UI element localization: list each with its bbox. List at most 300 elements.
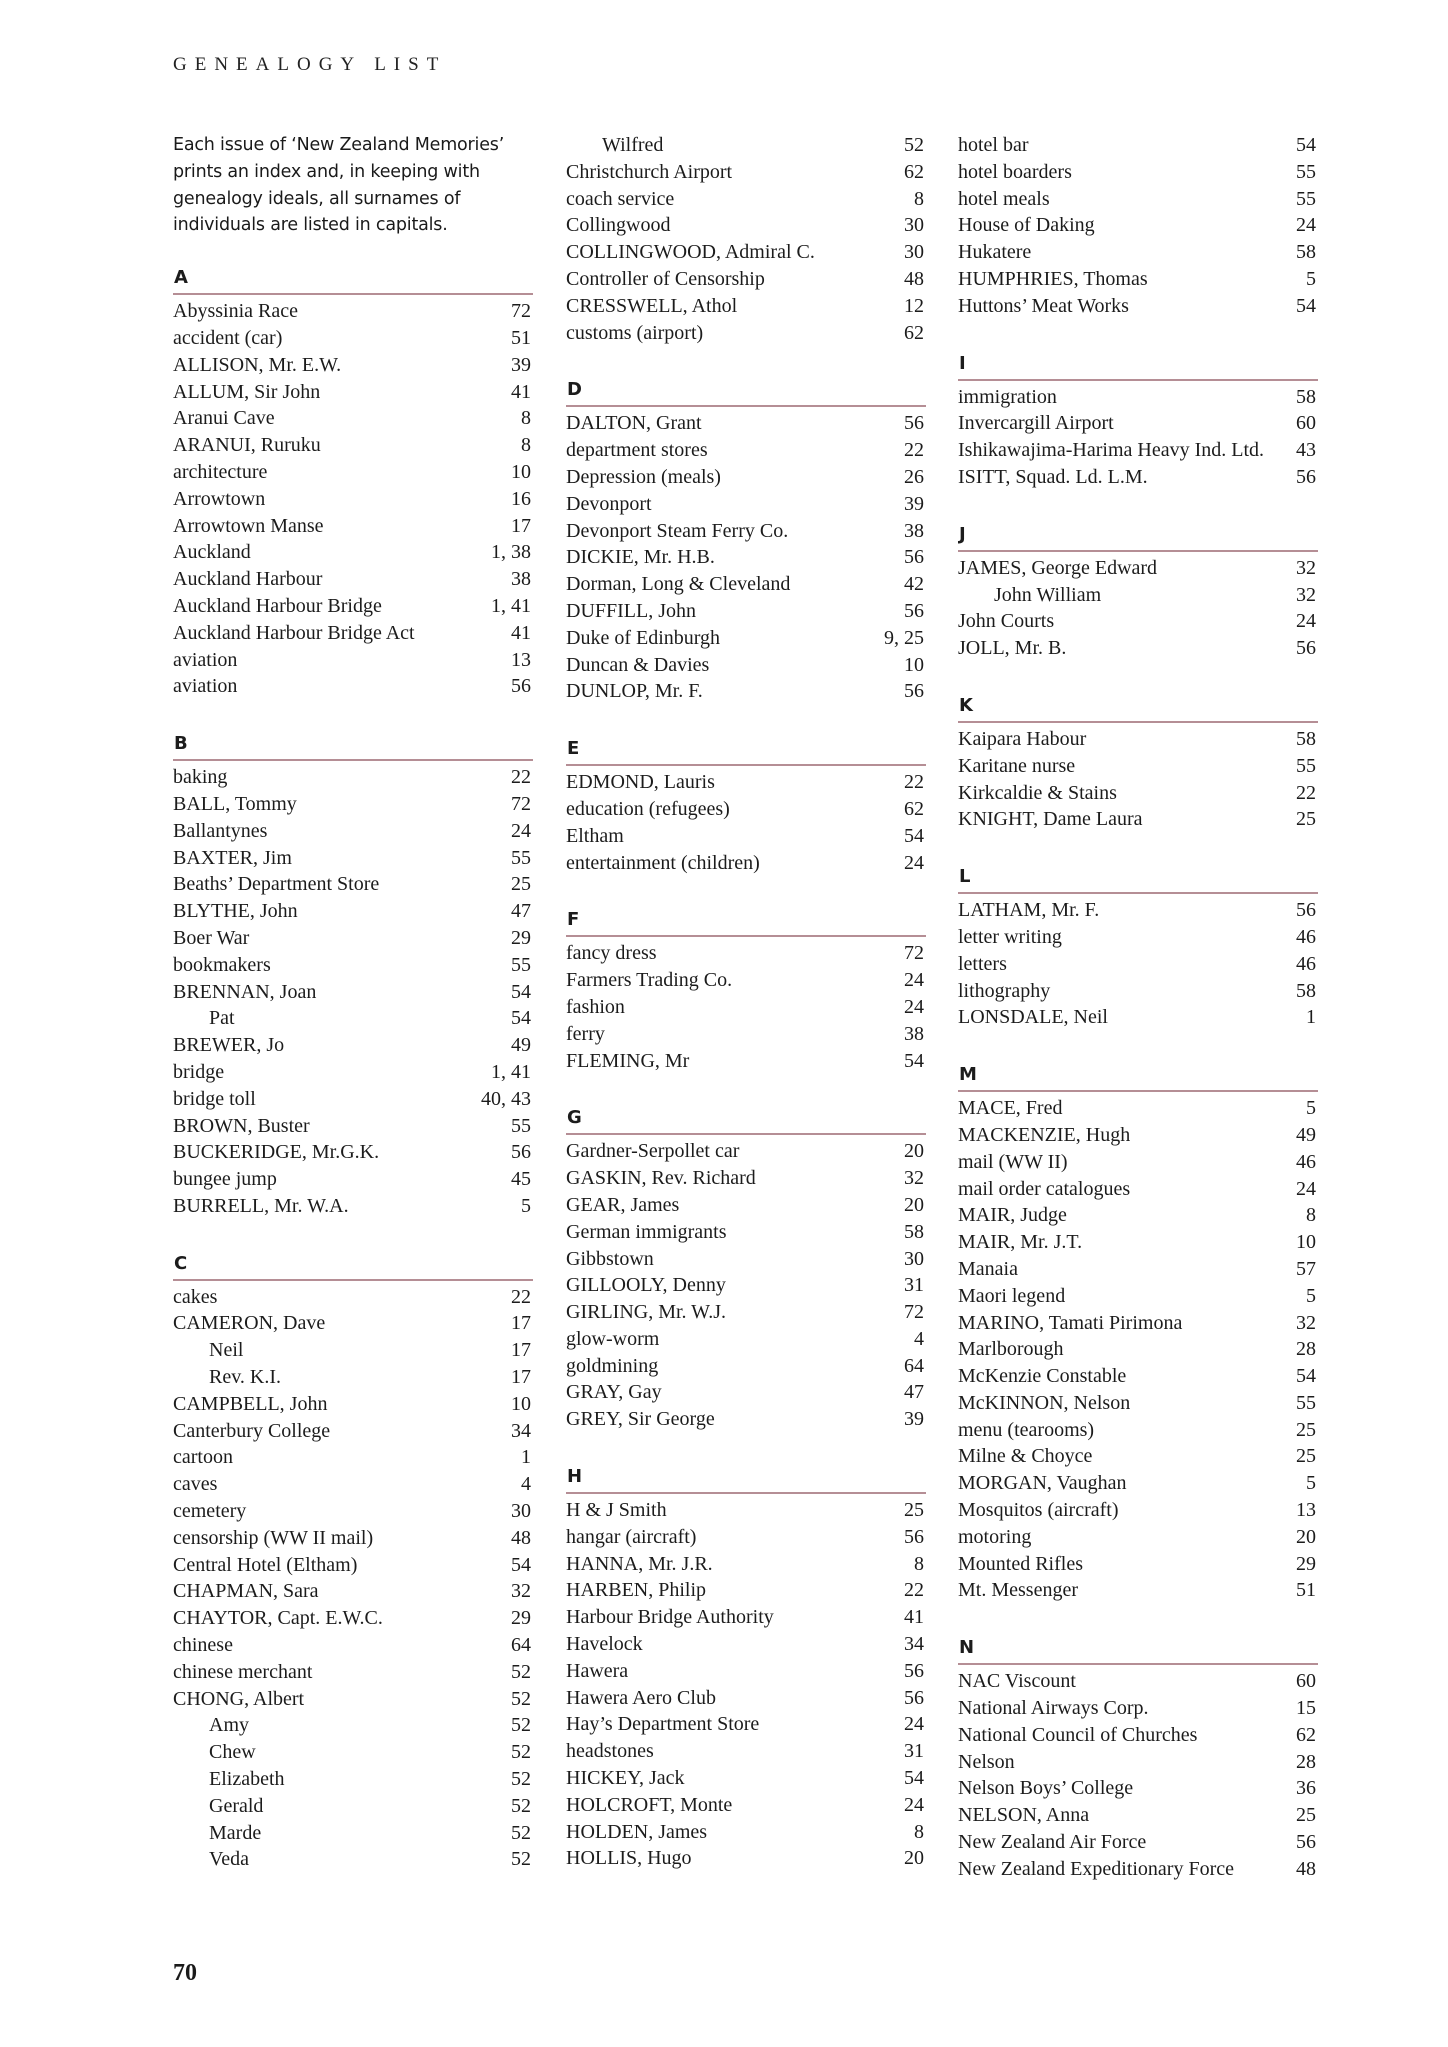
index-entry <box>958 924 1318 951</box>
entry-name: Marde <box>209 1821 262 1844</box>
entry-name: BRENNAN, Joan <box>173 980 317 1003</box>
entry-pages: 5 <box>1306 267 1316 290</box>
entry-pages: 22 <box>904 771 924 794</box>
index-entry <box>566 967 926 994</box>
entry-pages: 54 <box>904 1049 924 1072</box>
entry-pages: 25 <box>511 873 531 896</box>
index-entry <box>173 1686 533 1713</box>
index-entry <box>566 823 926 850</box>
entry-pages: 34 <box>511 1419 531 1442</box>
entry-pages: 8 <box>521 407 531 430</box>
index-entry <box>566 1845 926 1872</box>
entry-name: Boer War <box>173 926 250 949</box>
index-entry <box>173 1337 533 1364</box>
entry-pages: 56 <box>904 1525 924 1548</box>
index-entry <box>958 1363 1318 1390</box>
entry-pages: 30 <box>904 1247 924 1270</box>
index-entry <box>566 850 926 877</box>
index-entry <box>566 1577 926 1604</box>
index-entry <box>173 1846 533 1873</box>
entry-pages: 24 <box>904 969 924 992</box>
entry-name: House of Daking <box>958 214 1095 237</box>
index-entry <box>958 239 1318 266</box>
entry-name: immigration <box>958 385 1057 408</box>
entry-name: Havelock <box>566 1633 643 1656</box>
index-entry <box>958 1256 1318 1283</box>
entry-name: EDMOND, Lauris <box>566 771 715 794</box>
entry-pages: 5 <box>521 1194 531 1217</box>
entry-name: Nelson Boys’ College <box>958 1777 1134 1800</box>
entry-pages: 1, 41 <box>491 594 531 617</box>
entry-pages: 46 <box>1296 925 1316 948</box>
entry-pages: 20 <box>904 1140 924 1163</box>
entry-pages: 4 <box>521 1473 531 1496</box>
entry-name: cartoon <box>173 1446 233 1469</box>
entry-pages: 56 <box>1296 899 1316 922</box>
index-entry <box>566 239 926 266</box>
entry-name: NELSON, Anna <box>958 1804 1090 1827</box>
index-entry <box>566 212 926 239</box>
entry-pages: 52 <box>511 1821 531 1844</box>
index-entry <box>566 1819 926 1846</box>
entry-pages: 30 <box>904 214 924 237</box>
entry-pages: 62 <box>904 160 924 183</box>
entry-name: bungee jump <box>173 1168 277 1191</box>
entry-pages: 31 <box>904 1274 924 1297</box>
entry-name: hangar (aircraft) <box>566 1525 697 1548</box>
index-entry <box>173 1578 533 1605</box>
entry-name: Eltham <box>566 824 624 847</box>
entry-name: Kaipara Habour <box>958 727 1087 750</box>
entry-pages: 56 <box>904 546 924 569</box>
entry-name: Ishikawajima-Harima Heavy Ind. Ltd. <box>958 439 1265 462</box>
index-entry <box>566 186 926 213</box>
entry-pages: 56 <box>904 599 924 622</box>
entry-pages: 24 <box>511 819 531 842</box>
entry-pages: 32 <box>511 1580 531 1603</box>
index-entry <box>173 539 533 566</box>
entry-pages: 25 <box>1296 1804 1316 1827</box>
entry-name: GRAY, Gay <box>566 1381 662 1404</box>
entry-pages: 5 <box>1306 1284 1316 1307</box>
index-entry <box>566 293 926 320</box>
index-entry <box>173 566 533 593</box>
index-entry <box>958 384 1318 411</box>
entry-name: Devonport Steam Ferry Co. <box>566 519 789 542</box>
index-entry <box>173 432 533 459</box>
index-section-l <box>958 866 1318 1031</box>
index-entry <box>173 1739 533 1766</box>
entry-name: fancy dress <box>566 942 657 965</box>
entry-name: chinese <box>173 1634 233 1657</box>
entry-name: caves <box>173 1473 218 1496</box>
entry-pages: 39 <box>904 492 924 515</box>
index-entry <box>173 459 533 486</box>
index-entry <box>958 1829 1318 1856</box>
entry-name: Auckland Harbour <box>173 568 323 591</box>
entry-pages: 56 <box>1296 637 1316 660</box>
index-entry <box>566 1792 926 1819</box>
entry-pages: 56 <box>1296 1831 1316 1854</box>
entry-name: JAMES, George Edward <box>958 556 1158 579</box>
entry-pages: 25 <box>1296 1445 1316 1468</box>
entry-pages: 41 <box>511 621 531 644</box>
entry-pages: 58 <box>904 1220 924 1243</box>
entry-name: ISITT, Squad. Ld. L.M. <box>958 465 1148 488</box>
index-entry <box>173 818 533 845</box>
entry-pages: 58 <box>1296 241 1316 264</box>
entry-name: BAXTER, Jim <box>173 846 292 869</box>
index-entry <box>958 1749 1318 1776</box>
index-entry <box>958 753 1318 780</box>
index-entry <box>958 186 1318 213</box>
index-entry <box>173 1284 533 1311</box>
index-entry <box>173 1605 533 1632</box>
index-entry <box>566 159 926 186</box>
index-entry <box>566 1524 926 1551</box>
index-entry <box>566 1765 926 1792</box>
entry-name: Mt. Messenger <box>958 1579 1078 1602</box>
entry-name: Collingwood <box>566 214 671 237</box>
entry-pages: 47 <box>511 900 531 923</box>
index-entry <box>173 1391 533 1418</box>
entry-name: New Zealand Expeditionary Force <box>958 1857 1235 1880</box>
entry-name: Hawera Aero Club <box>566 1686 716 1709</box>
entry-pages: 40, 43 <box>481 1087 531 1110</box>
entry-pages: 32 <box>1296 556 1316 579</box>
index-section-b <box>173 733 533 1220</box>
entry-name: Milne & Choyce <box>958 1445 1093 1468</box>
index-section-h <box>566 1466 926 1872</box>
index-entry <box>173 1418 533 1445</box>
entry-name: bookmakers <box>173 953 271 976</box>
entry-pages: 34 <box>904 1633 924 1656</box>
entry-pages: 52 <box>511 1660 531 1683</box>
entry-name: motoring <box>958 1525 1032 1548</box>
entry-name: mail order catalogues <box>958 1177 1131 1200</box>
entry-name: Huttons’ Meat Works <box>958 294 1129 317</box>
entry-pages: 25 <box>1296 1418 1316 1441</box>
entry-pages: 57 <box>1296 1257 1316 1280</box>
index-entry <box>958 1856 1318 1883</box>
entry-name: entertainment (children) <box>566 851 760 874</box>
entry-pages: 42 <box>904 573 924 596</box>
entry-pages: 4 <box>914 1327 924 1350</box>
entry-pages: 17 <box>511 1366 531 1389</box>
entry-name: hotel meals <box>958 187 1050 210</box>
entry-name: fashion <box>566 995 625 1018</box>
entry-name: Rev. K.I. <box>209 1366 282 1389</box>
entry-name: MORGAN, Vaughan <box>958 1472 1127 1495</box>
index-entry <box>566 1685 926 1712</box>
section-letter-heading: M <box>958 1064 1318 1092</box>
index-section-k <box>958 695 1318 833</box>
entry-name: menu (tearooms) <box>958 1418 1095 1441</box>
entry-pages: 45 <box>511 1168 531 1191</box>
index-entry <box>958 1470 1318 1497</box>
entry-pages: 1 <box>521 1446 531 1469</box>
index-entry <box>173 1086 533 1113</box>
entry-name: BALL, Tommy <box>173 792 297 815</box>
index-section-j <box>958 524 1318 662</box>
index-entry <box>958 1004 1318 1031</box>
index-entry <box>173 1820 533 1847</box>
entry-name: GIRLING, Mr. W.J. <box>566 1301 727 1324</box>
section-letter-heading: C <box>173 1253 533 1281</box>
entry-name: BROWN, Buster <box>173 1114 310 1137</box>
entry-pages: 60 <box>1296 412 1316 435</box>
index-entry <box>173 791 533 818</box>
entry-name: Beaths’ Department Store <box>173 873 380 896</box>
index-entry <box>566 464 926 491</box>
index-entry <box>173 1113 533 1140</box>
index-entry <box>566 410 926 437</box>
entry-name: MAIR, Judge <box>958 1204 1067 1227</box>
index-entry <box>173 1139 533 1166</box>
index-entry <box>173 1166 533 1193</box>
index-entry <box>566 518 926 545</box>
entry-name: Nelson <box>958 1750 1015 1773</box>
entry-name: National Council of Churches <box>958 1723 1198 1746</box>
index-entry <box>566 1021 926 1048</box>
entry-pages: 60 <box>1296 1670 1316 1693</box>
index-section-e <box>566 738 926 876</box>
entry-pages: 22 <box>904 439 924 462</box>
index-entry <box>958 1524 1318 1551</box>
entry-pages: 52 <box>511 1794 531 1817</box>
section-letter-heading: N <box>958 1637 1318 1665</box>
entry-pages: 12 <box>904 294 924 317</box>
entry-name: H & J Smith <box>566 1499 667 1522</box>
index-entry <box>958 159 1318 186</box>
entry-pages: 9, 25 <box>884 626 924 649</box>
section-letter-heading: F <box>566 909 926 937</box>
entry-pages: 8 <box>914 1552 924 1575</box>
index-entry <box>566 491 926 518</box>
entry-pages: 55 <box>511 953 531 976</box>
entry-pages: 41 <box>904 1606 924 1629</box>
index-entry <box>958 212 1318 239</box>
index-section-n <box>958 1637 1318 1882</box>
index-entry <box>958 293 1318 320</box>
index-entry <box>173 298 533 325</box>
entry-pages: 8 <box>521 434 531 457</box>
entry-pages: 72 <box>904 942 924 965</box>
entry-name: Elizabeth <box>209 1768 285 1791</box>
entry-pages: 22 <box>511 766 531 789</box>
entry-name: accident (car) <box>173 326 283 349</box>
index-entry <box>566 1379 926 1406</box>
index-entry <box>173 325 533 352</box>
entry-pages: 24 <box>904 1793 924 1816</box>
index-entry <box>173 871 533 898</box>
entry-name: Devonport <box>566 492 652 515</box>
entry-name: John William <box>994 583 1102 606</box>
index-entry <box>173 764 533 791</box>
entry-pages: 30 <box>511 1500 531 1523</box>
section-letter-heading: D <box>566 379 926 407</box>
entry-name: DICKIE, Mr. H.B. <box>566 546 715 569</box>
entry-pages: 56 <box>511 675 531 698</box>
entry-name: censorship (WW II mail) <box>173 1526 374 1549</box>
index-entry <box>958 1122 1318 1149</box>
entry-name: Invercargill Airport <box>958 412 1114 435</box>
entry-name: HARBEN, Philip <box>566 1579 707 1602</box>
entry-name: department stores <box>566 439 708 462</box>
index-entry <box>958 1095 1318 1122</box>
section-letter-heading: G <box>566 1107 926 1135</box>
entry-name: CHAYTOR, Capt. E.W.C. <box>173 1607 383 1630</box>
entry-name: Karitane nurse <box>958 754 1076 777</box>
entry-pages: 30 <box>904 241 924 264</box>
entry-pages: 8 <box>914 1820 924 1843</box>
entry-pages: 72 <box>511 792 531 815</box>
entry-name: Mosquitos (aircraft) <box>958 1499 1119 1522</box>
entry-name: Maori legend <box>958 1284 1066 1307</box>
entry-name: Gibbstown <box>566 1247 654 1270</box>
entry-pages: 54 <box>511 1007 531 1030</box>
entry-name: German immigrants <box>566 1220 727 1243</box>
entry-pages: 56 <box>1296 465 1316 488</box>
entry-name: architecture <box>173 460 268 483</box>
entry-name: MACE, Fred <box>958 1097 1063 1120</box>
index-entry <box>958 608 1318 635</box>
index-entry <box>566 1658 926 1685</box>
entry-name: Central Hotel (Eltham) <box>173 1553 358 1576</box>
entry-name: KNIGHT, Dame Laura <box>958 808 1143 831</box>
entry-name: Amy <box>209 1714 249 1737</box>
entry-pages: 38 <box>904 1022 924 1045</box>
entry-name: hotel bar <box>958 134 1029 156</box>
index-entry <box>958 437 1318 464</box>
entry-pages: 55 <box>1296 187 1316 210</box>
index-entry <box>566 544 926 571</box>
index-entry <box>173 925 533 952</box>
index-entry <box>566 940 926 967</box>
entry-name: letter writing <box>958 925 1062 948</box>
entry-name: Controller of Censorship <box>566 267 765 290</box>
index-entry <box>173 1471 533 1498</box>
index-section-i <box>958 353 1318 491</box>
entry-name: goldmining <box>566 1354 659 1377</box>
index-entry <box>566 266 926 293</box>
entry-name: Arrowtown Manse <box>173 514 324 537</box>
entry-pages: 48 <box>511 1526 531 1549</box>
entry-name: Duncan & Davies <box>566 653 710 676</box>
entry-name: DUNLOP, Mr. F. <box>566 680 703 703</box>
index-entry <box>958 1202 1318 1229</box>
index-entry <box>173 1552 533 1579</box>
index-section-continued <box>958 132 1318 320</box>
entry-pages: 52 <box>511 1687 531 1710</box>
index-entry <box>958 1497 1318 1524</box>
index-entry <box>566 571 926 598</box>
entry-pages: 24 <box>1296 1177 1316 1200</box>
entry-pages: 17 <box>511 1312 531 1335</box>
entry-pages: 1, 41 <box>491 1060 531 1083</box>
index-entry <box>566 1165 926 1192</box>
entry-name: Neil <box>209 1339 244 1362</box>
entry-name: cakes <box>173 1285 218 1308</box>
entry-pages: 48 <box>1296 1857 1316 1880</box>
entry-name: Auckland Harbour Bridge Act <box>173 621 415 644</box>
entry-pages: 54 <box>1296 294 1316 317</box>
index-entry <box>173 1659 533 1686</box>
index-entry <box>566 1246 926 1273</box>
entry-name: National Airways Corp. <box>958 1697 1149 1720</box>
entry-pages: 32 <box>1296 1311 1316 1334</box>
page-number: 70 <box>173 1960 197 1986</box>
entry-pages: 56 <box>904 412 924 435</box>
entry-name: coach service <box>566 187 675 210</box>
entry-pages: 31 <box>904 1740 924 1763</box>
index-entry <box>958 1668 1318 1695</box>
index-entry <box>566 320 926 347</box>
entry-name: GASKIN, Rev. Richard <box>566 1167 756 1190</box>
index-column-1 <box>173 132 533 1906</box>
index-column-2 <box>566 132 926 1905</box>
index-entry <box>958 951 1318 978</box>
index-entry <box>566 769 926 796</box>
entry-name: GREY, Sir George <box>566 1408 715 1431</box>
index-entry <box>173 1193 533 1220</box>
entry-pages: 1, 38 <box>491 541 531 564</box>
entry-pages: 56 <box>511 1141 531 1164</box>
entry-pages: 52 <box>511 1768 531 1791</box>
entry-pages: 52 <box>511 1848 531 1871</box>
index-section-a <box>173 267 533 700</box>
entry-name: Kirkcaldie & Stains <box>958 781 1117 804</box>
entry-pages: 17 <box>511 1339 531 1362</box>
entry-name: bridge toll <box>173 1087 256 1110</box>
entry-pages: 25 <box>904 1499 924 1522</box>
entry-pages: 22 <box>1296 781 1316 804</box>
section-letter-heading: H <box>566 1466 926 1494</box>
entry-name: JOLL, Mr. B. <box>958 637 1067 660</box>
entry-name: Gardner-Serpollet car <box>566 1140 740 1163</box>
index-entry <box>566 1138 926 1165</box>
entry-name: Hawera <box>566 1659 629 1682</box>
index-entry <box>173 486 533 513</box>
index-entry <box>173 1032 533 1059</box>
entry-pages: 15 <box>1296 1697 1316 1720</box>
entry-name: New Zealand Air Force <box>958 1831 1147 1854</box>
entry-pages: 13 <box>511 648 531 671</box>
entry-name: ALLUM, Sir John <box>173 380 321 403</box>
index-entry <box>173 845 533 872</box>
entry-name: BUCKERIDGE, Mr.G.K. <box>173 1141 380 1164</box>
index-entry <box>173 898 533 925</box>
entry-pages: 13 <box>1296 1499 1316 1522</box>
index-entry <box>173 379 533 406</box>
entry-name: Harbour Bridge Authority <box>566 1606 774 1629</box>
index-section-g <box>566 1107 926 1433</box>
entry-name: Depression (meals) <box>566 465 721 488</box>
index-entry <box>958 555 1318 582</box>
index-section-continued <box>566 132 926 346</box>
entry-pages: 51 <box>1296 1579 1316 1602</box>
entry-pages: 58 <box>1296 727 1316 750</box>
index-entry <box>566 1048 926 1075</box>
index-entry <box>566 1738 926 1765</box>
index-entry <box>173 979 533 1006</box>
index-entry <box>566 1631 926 1658</box>
entry-pages: 72 <box>904 1301 924 1324</box>
entry-name: Pat <box>209 1007 235 1030</box>
entry-pages: 56 <box>904 1686 924 1709</box>
index-entry <box>566 1192 926 1219</box>
entry-pages: 41 <box>511 380 531 403</box>
